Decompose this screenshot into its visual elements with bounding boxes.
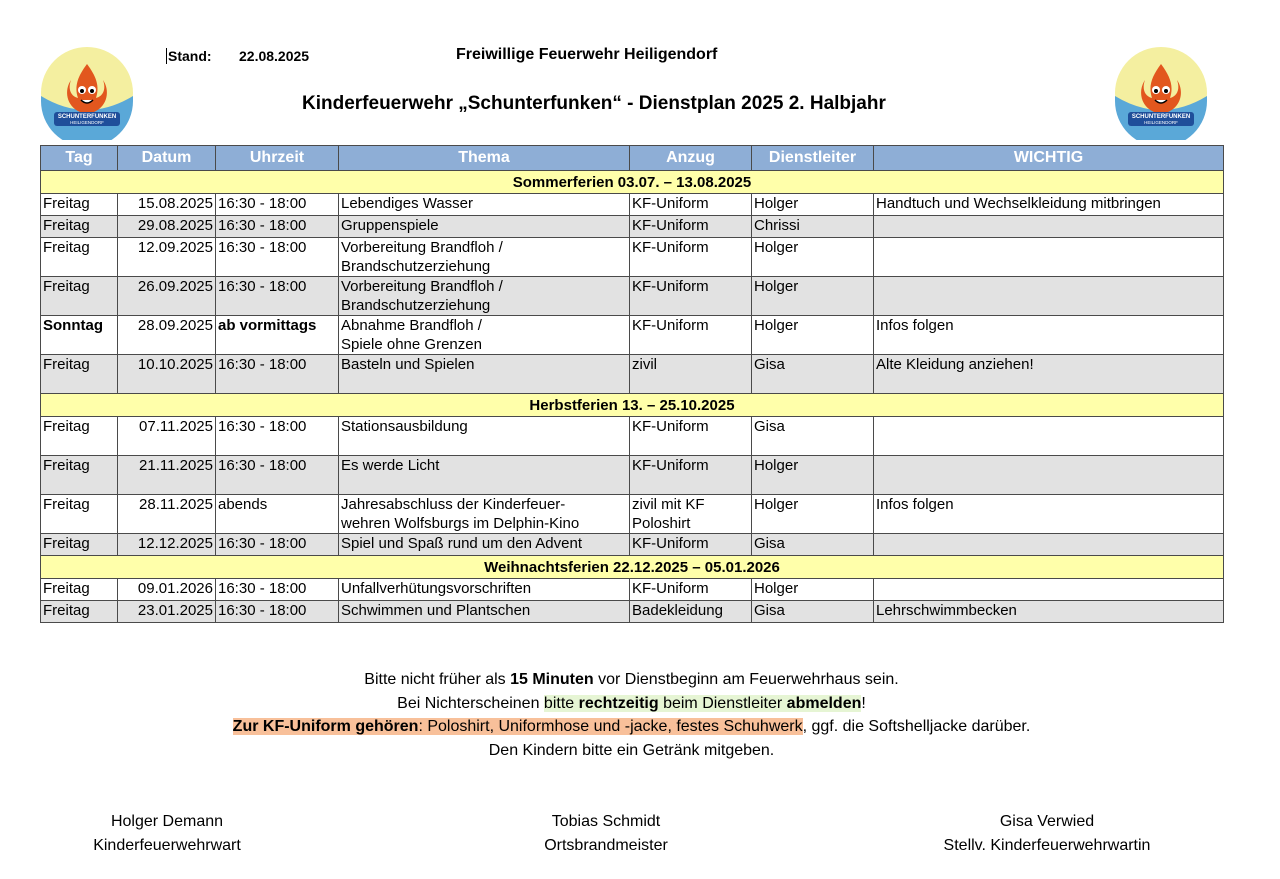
cell-tag: Freitag [41,355,118,394]
col-header-thema: Thema [339,146,630,171]
signature-tobias [496,810,716,858]
cell-wichtig [874,417,1224,456]
table-row [41,579,1224,601]
cell-tag: Freitag [41,579,118,601]
cell-tag: Freitag [41,495,118,534]
schunterfunken-logo-right [1114,46,1208,140]
cell-dienstleiter: Gisa [752,534,874,556]
cell-thema: Lebendiges Wasser [339,194,630,216]
table-row [41,534,1224,556]
cell-uhrzeit: 16:30 - 18:00 [216,417,339,456]
cell-tag: Freitag [41,277,118,316]
cell-uhrzeit: 16:30 - 18:00 [216,216,339,238]
schunterfunken-logo-left [40,46,134,140]
cell-wichtig [874,238,1224,277]
section-label: Herbstferien 13. – 25.10.2025 [41,394,1224,417]
col-header-wichtig: WICHTIG [874,146,1224,171]
cell-uhrzeit: 16:30 - 18:00 [216,238,339,277]
page-title: Kinderfeuerwehr „Schunterfunken“ - Dienstplan 2025 2. Halbjahr [302,93,886,114]
table-header-row [41,146,1224,171]
note-line-4: Den Kindern bitte ein Getränk mitgeben. [488,741,775,759]
cell-dienstleiter: Holger [752,579,874,601]
cell-datum: 23.01.2025 [118,601,216,623]
table-row [41,417,1224,456]
cell-wichtig: Infos folgen [874,316,1224,355]
cell-thema: Vorbereitung Brandfloh / Brandschutzerziehung [339,238,630,277]
cell-datum: 28.09.2025 [118,316,216,355]
cell-thema: Abnahme Brandfloh / Spiele ohne Grenzen [339,316,630,355]
cell-thema: Vorbereitung Brandfloh / Brandschutzerziehung [339,277,630,316]
section-label: Weihnachtsferien 22.12.2025 – 05.01.2026 [41,556,1224,579]
svg-text:SCHUNTERFUNKEN: SCHUNTERFUNKEN [57,114,117,120]
cell-uhrzeit: 16:30 - 18:00 [216,456,339,495]
cell-thema: Unfallverhütungsvorschriften [339,579,630,601]
cell-thema: Gruppenspiele [339,216,630,238]
signature-name: Holger Demann [110,813,224,830]
table-row [41,238,1224,277]
cell-uhrzeit: 16:30 - 18:00 [216,277,339,316]
cell-anzug: KF-Uniform [630,194,752,216]
cell-dienstleiter: Holger [752,495,874,534]
cell-dienstleiter: Gisa [752,417,874,456]
table-row [41,456,1224,495]
svg-text:HEILIGENDORF: HEILIGENDORF [1144,120,1178,125]
cell-wichtig [874,579,1224,601]
stand-date: 22.08.2025 [239,48,310,64]
section-separator [41,556,1224,579]
signature-name: Tobias Schmidt [551,813,661,830]
cell-datum: 12.12.2025 [118,534,216,556]
cell-datum: 12.09.2025 [118,238,216,277]
table-row [41,495,1224,534]
cell-uhrzeit: 16:30 - 18:00 [216,355,339,394]
cell-uhrzeit: abends [216,495,339,534]
table-row [41,277,1224,316]
cell-tag: Sonntag [41,316,118,355]
cell-anzug: KF-Uniform [630,579,752,601]
cell-thema: Jahresabschluss der Kinderfeuer- wehren Wolfsburgs im Delphin-Kino [339,495,630,534]
cell-tag: Freitag [41,194,118,216]
section-separator [41,394,1224,417]
cell-dienstleiter: Gisa [752,355,874,394]
table-row [41,601,1224,623]
cell-tag: Freitag [41,417,118,456]
table-row [41,194,1224,216]
svg-text:HEILIGENDORF: HEILIGENDORF [70,120,104,125]
cell-datum: 29.08.2025 [118,216,216,238]
cell-anzug: KF-Uniform [630,216,752,238]
cell-tag: Freitag [41,456,118,495]
section-separator [41,171,1224,194]
col-header-anzug: Anzug [630,146,752,171]
col-header-dienstleiter: Dienstleiter [752,146,874,171]
cell-wichtig [874,216,1224,238]
cell-datum: 28.11.2025 [118,495,216,534]
cell-dienstleiter: Holger [752,277,874,316]
cell-thema: Schwimmen und Plantschen [339,601,630,623]
cell-anzug: zivil mit KF Poloshirt [630,495,752,534]
note-line-2: Bei Nichterscheinen bitte rechtzeitig beim Dienstleiter abmelden! [397,694,866,712]
cell-uhrzeit: 16:30 - 18:00 [216,534,339,556]
cell-tag: Freitag [41,238,118,277]
col-header-uhrzeit: Uhrzeit [216,146,339,171]
cell-wichtig [874,534,1224,556]
signature-holger [62,810,272,858]
cell-tag: Freitag [41,216,118,238]
cell-wichtig: Lehrschwimmbecken [874,601,1224,623]
cell-anzug: KF-Uniform [630,456,752,495]
cell-datum: 15.08.2025 [118,194,216,216]
cell-wichtig: Alte Kleidung anziehen! [874,355,1224,394]
cell-uhrzeit: 16:30 - 18:00 [216,579,339,601]
cell-uhrzeit: ab vormittags [216,316,339,355]
cell-anzug: KF-Uniform [630,277,752,316]
cell-anzug: zivil [630,355,752,394]
cell-wichtig: Infos folgen [874,495,1224,534]
cell-wichtig [874,277,1224,316]
notes [0,668,1263,762]
cell-anzug: KF-Uniform [630,316,752,355]
col-header-tag: Tag [41,146,118,171]
cell-tag: Freitag [41,601,118,623]
cell-thema: Stationsausbildung [339,417,630,456]
cell-thema: Spiel und Spaß rund um den Advent [339,534,630,556]
note-line-1: Bitte nicht früher als 15 Minuten vor Dienstbeginn am Feuerwehrhaus sein. [364,671,899,688]
cell-anzug: KF-Uniform [630,534,752,556]
cell-dienstleiter: Holger [752,238,874,277]
cell-datum: 07.11.2025 [118,417,216,456]
cell-tag: Freitag [41,534,118,556]
signature-name: Gisa Verwied [999,813,1095,830]
table-row [41,316,1224,355]
signature-role: Stellv. Kinderfeuerwehrwartin [943,837,1151,854]
cell-dienstleiter: Holger [752,194,874,216]
signature-role: Ortsbrandmeister [544,837,668,854]
cell-dienstleiter: Holger [752,316,874,355]
cell-datum: 10.10.2025 [118,355,216,394]
signature-role: Kinderfeuerwehrwart [93,837,241,854]
schedule-table [40,145,1224,623]
cell-dienstleiter: Chrissi [752,216,874,238]
cell-uhrzeit: 16:30 - 18:00 [216,601,339,623]
table-row [41,355,1224,394]
organization-name: Freiwillige Feuerwehr Heiligendorf [456,46,718,63]
cell-anzug: KF-Uniform [630,417,752,456]
cell-thema: Es werde Licht [339,456,630,495]
note-line-3: Zur KF-Uniform gehören: Poloshirt, Uniformhose und -jacke, festes Schuhwerk, ggf. die Softshelljacke darüber. [232,718,1031,735]
cell-anzug: Badekleidung [630,601,752,623]
section-label: Sommerferien 03.07. – 13.08.2025 [41,171,1224,194]
cell-thema: Basteln und Spielen [339,355,630,394]
col-header-datum: Datum [118,146,216,171]
cell-datum: 26.09.2025 [118,277,216,316]
cell-datum: 21.11.2025 [118,456,216,495]
cell-wichtig: Handtuch und Wechselkleidung mitbringen [874,194,1224,216]
signature-gisa [912,810,1182,858]
cell-datum: 09.01.2026 [118,579,216,601]
cell-wichtig [874,456,1224,495]
svg-text:SCHUNTERFUNKEN: SCHUNTERFUNKEN [1131,114,1191,120]
stand-label: Stand: [168,48,212,64]
cell-uhrzeit: 16:30 - 18:00 [216,194,339,216]
cell-dienstleiter: Holger [752,456,874,495]
table-row [41,216,1224,238]
cell-anzug: KF-Uniform [630,238,752,277]
cell-dienstleiter: Gisa [752,601,874,623]
